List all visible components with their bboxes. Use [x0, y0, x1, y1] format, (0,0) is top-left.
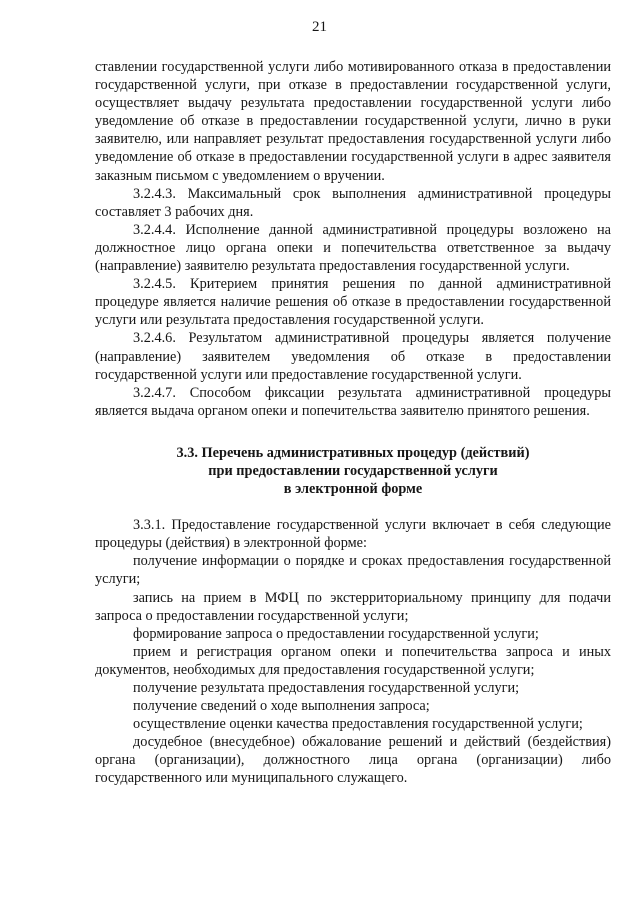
paragraph: получение информации о порядке и сроках предоставления государственной услуги; [95, 553, 611, 588]
paragraph: 3.2.4.4. Исполнение данной административной процедуры возложено на должностное лицо органа опеки и попечительства ответственное за выдачу (направление) заявителю результата предоставления государственной услуги. [95, 221, 611, 275]
paragraph: получение результата предоставления государственной услуги; [133, 680, 520, 696]
paragraph: осуществление оценки качества предоставления государственной услуги; [133, 716, 583, 733]
paragraph: прием и регистрация органом опеки и попечительства запроса и иных документов, необходимых для предоставления государственной услуги; [95, 643, 611, 678]
paragraphs-top [95, 58, 611, 420]
section-heading [95, 444, 611, 498]
paragraph: формирование запроса о предоставлении государственной услуги; [133, 625, 539, 642]
page-number: 21 [312, 19, 327, 35]
paragraph: досудебное (внесудебное) обжалование решений и действий (бездействия) органа (организации), должностного лица органа (организации) либо государственного или муниципального служащего. [95, 734, 611, 787]
section-heading-line-1: 3.3. Перечень административных процедур (действий) [176, 444, 530, 461]
paragraph: 3.2.4.5. Критерием принятия решения по данной административной процедуре является наличие решения об отказе в предоставлении государственной услуги или результата предоставления государственной услуги. [95, 276, 611, 329]
paragraph: ставлении государственной услуги либо мотивированного отказа в предоставлении государственной услуги, при отказе в предоставлении государственной услуги, осуществляет выдачу результата предоставлении государственной услуги либо уведомление об отказе в предоставлении государственной услуги, лично в руки заявителю, или направляет результат предоставления государственной услуги либо уведомление об отказе в предоставлении государственной услуги в адрес заявителя заказным письмом с уведомлением о вручении. [95, 59, 611, 184]
paragraph: 3.2.4.6. Результатом административной процедуры является получение (направление) заявителем уведомления об отказе в предоставлении государственной услуги или предоставление государственной услуги. [95, 330, 611, 383]
document-body [95, 58, 611, 788]
paragraph: запись на прием в МФЦ по экстерриториальному принципу для подачи запроса о предоставлении государственной услуги; [95, 589, 611, 624]
paragraph: 3.2.4.7. Способом фиксации результата административной процедуры является выдача органом опеки и попечительства заявителю принятого решения. [95, 384, 611, 419]
section-heading-line-2: при предоставлении государственной услуги [208, 462, 498, 479]
paragraph: 3.3.1. Предоставление государственной услуги включает в себя следующие процедуры (действия) в электронной форме: [95, 517, 611, 552]
paragraph: получение сведений о ходе выполнения запроса; [133, 698, 430, 715]
paragraphs-bottom [95, 516, 611, 787]
paragraph: 3.2.4.3. Максимальный срок выполнения административной процедуры составляет 3 рабочих дня. [95, 185, 611, 220]
section-heading-line-3: в электронной форме [283, 481, 423, 498]
